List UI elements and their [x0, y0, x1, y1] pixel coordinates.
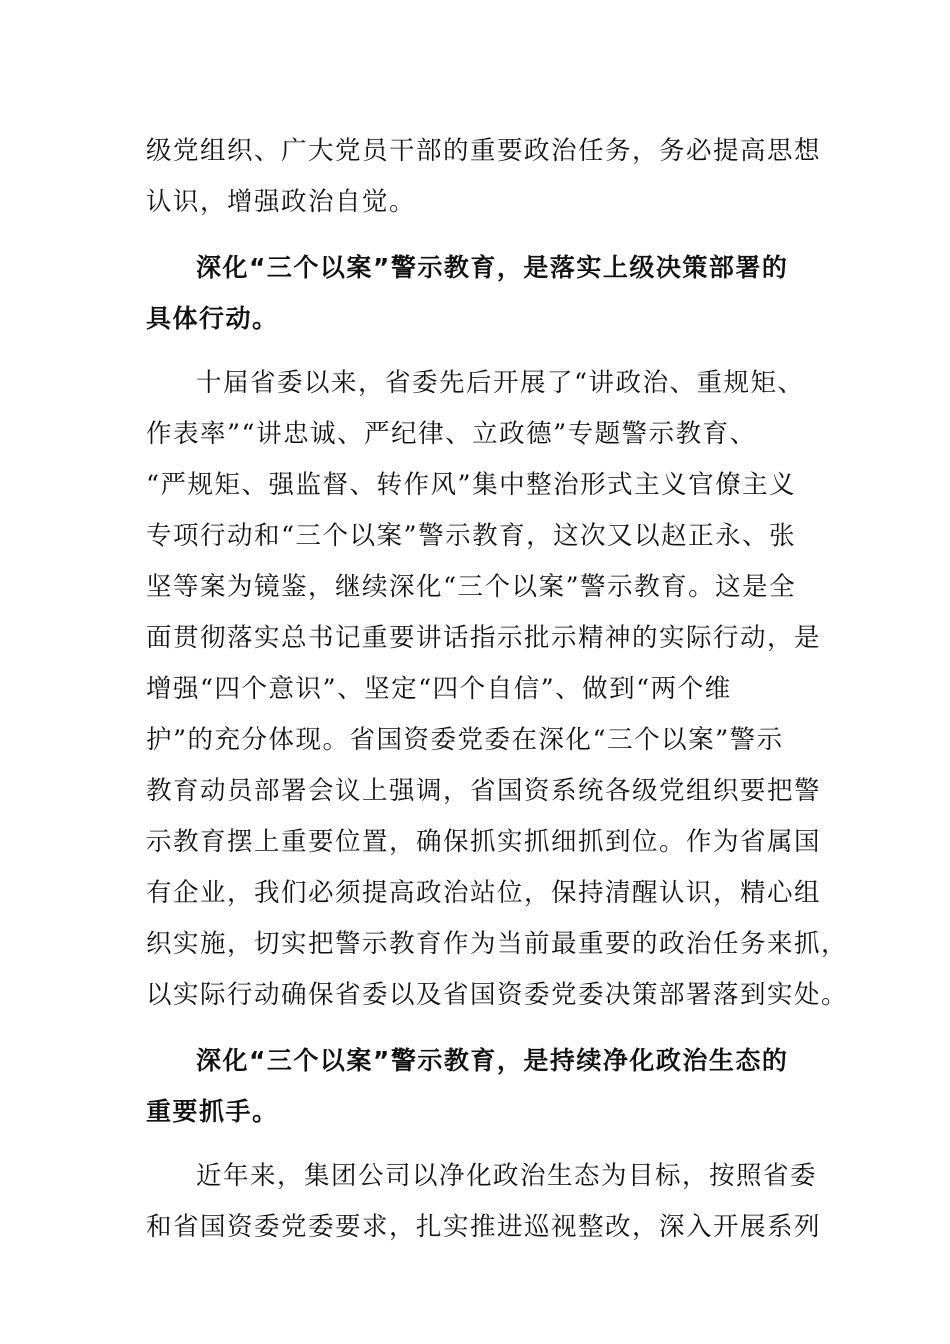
heading-line: 重要抓手。 — [146, 1097, 279, 1126]
text-line: 十届省委以来，省委先后开展了“讲政治、重规矩、 — [196, 368, 805, 398]
text-line: 认识，增强政治自觉。 — [146, 187, 417, 217]
text-line: 教育动员部署会议上强调，省国资系统各级党组织要把警 — [146, 776, 822, 806]
text-line: 护”的充分体现。省国资委党委在深化“三个以案”警示 — [146, 725, 784, 755]
document-page — [146, 126, 849, 1253]
text-line: 和省国资委党委要求，扎实推进巡视整改，深入开展系列 — [146, 1212, 822, 1242]
heading-line: 具体行动。 — [146, 304, 279, 333]
text-line: 作表率”“讲忠诚、严纪律、立政德”专题警示教育、 — [146, 419, 757, 449]
text-line: 级党组织、广大党员干部的重要政治任务，务必提高思想 — [146, 136, 822, 166]
text-line: 以实际行动确保省委以及省国资委党委决策部署落到实处。 — [146, 980, 849, 1010]
heading-line: 深化“三个以案”警示教育，是持续净化政治生态的 — [196, 1046, 789, 1075]
body-paragraph-1 — [146, 126, 822, 228]
text-line: 坚等案为镜鉴，继续深化“三个以案”警示教育。这是全 — [146, 572, 797, 602]
section-heading-2 — [146, 1035, 806, 1137]
heading-line: 深化“三个以案”警示教育，是落实上级决策部署的 — [196, 253, 789, 282]
text-line: 有企业，我们必须提高政治站位，保持清醒认识，精心组 — [146, 878, 822, 908]
text-line: 示教育摆上重要位置，确保抓实抓细抓到位。作为省属国 — [146, 827, 822, 857]
text-line: 专项行动和“三个以案”警示教育，这次又以赵正永、张 — [146, 521, 797, 551]
section-heading-1 — [146, 242, 806, 344]
body-paragraph-2 — [146, 358, 849, 1021]
body-paragraph-3 — [146, 1151, 822, 1253]
text-line: “严规矩、强监督、转作风”集中整治形式主义官僚主义 — [146, 470, 797, 500]
text-line: 面贯彻落实总书记重要讲话指示批示精神的实际行动，是 — [146, 623, 822, 653]
text-line: 织实施，切实把警示教育作为当前最重要的政治任务来抓， — [146, 929, 849, 959]
text-line: 增强“四个意识”、坚定“四个自信”、做到“两个维 — [146, 674, 732, 704]
text-line: 近年来，集团公司以净化政治生态为目标，按照省委 — [196, 1161, 818, 1191]
